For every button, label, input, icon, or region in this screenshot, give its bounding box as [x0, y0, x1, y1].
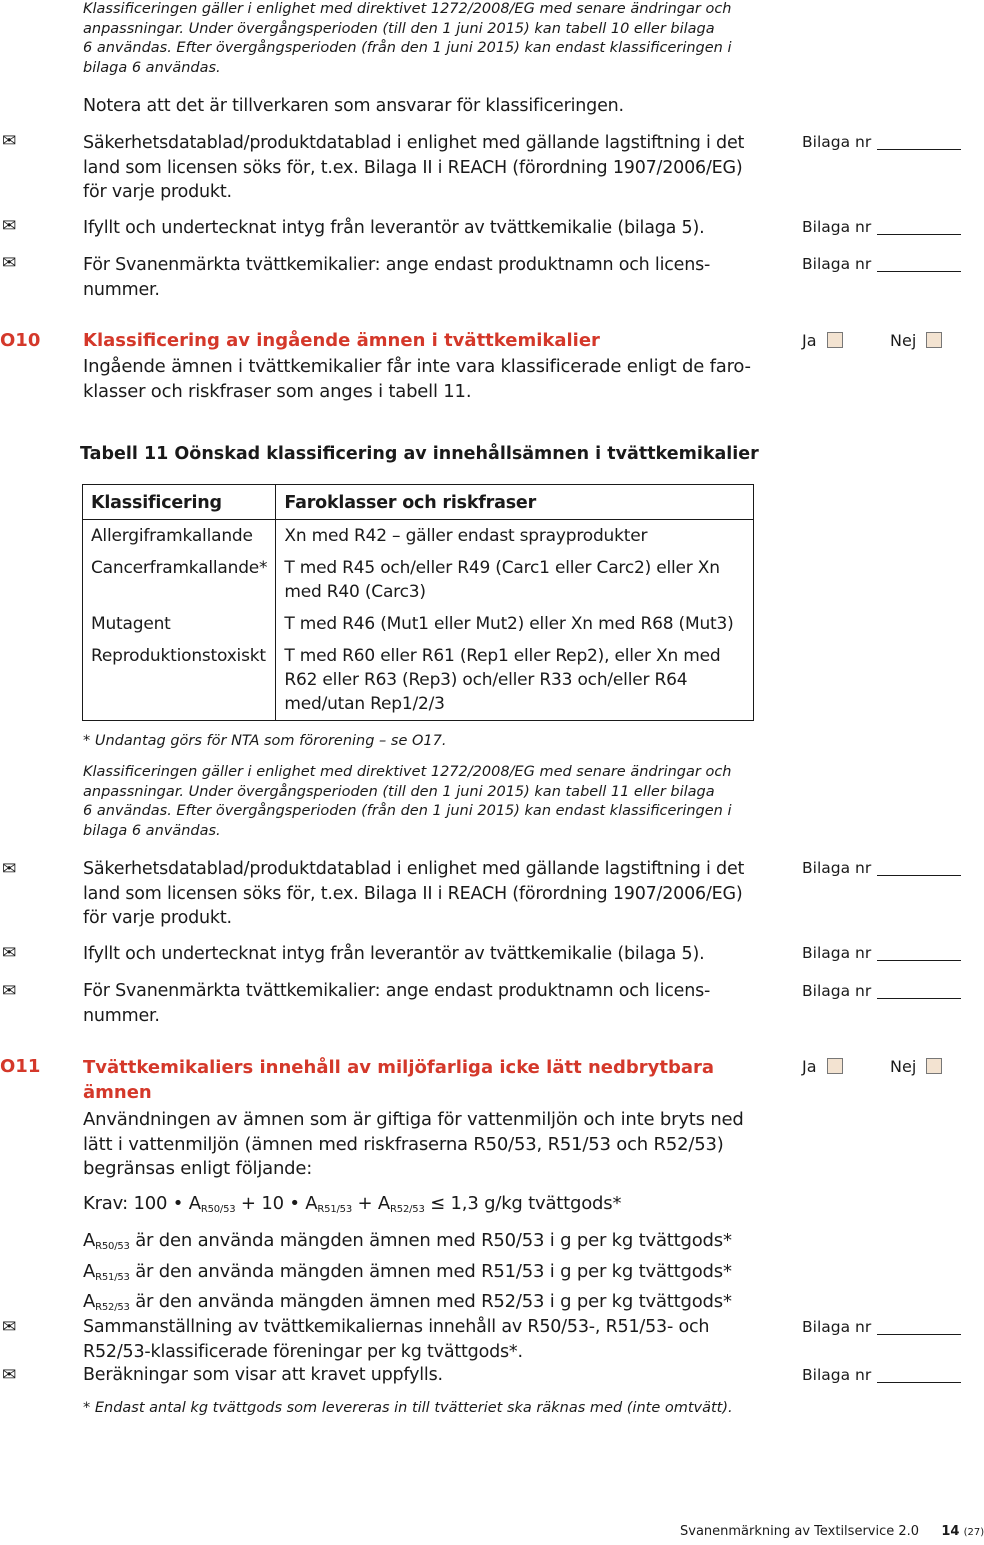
bilaga-input-line[interactable] [877, 1382, 961, 1383]
requirement-formula: Krav: 100 • $A_{R50/53} + 10$ • $A_{R51/53} + A_{R52/53} \le 1,3$ g/kg tvättgods* [83, 1193, 622, 1215]
page-total: (27) [963, 1527, 984, 1538]
table-cell: Mutagent [83, 608, 276, 640]
bilaga-input-line[interactable] [877, 998, 961, 999]
envelope-icon: ✉ [2, 859, 17, 879]
ja-checkbox[interactable] [827, 332, 843, 348]
bilaga-input-line[interactable] [877, 271, 961, 272]
nej-checkbox[interactable] [926, 332, 942, 348]
bilaga-field[interactable]: Bilaga nr [802, 859, 961, 877]
bilaga-input-line[interactable] [877, 1334, 961, 1335]
document-item: Säkerhetsdatablad/produktdatablad i enlighet med gällande lagstiftning i det land som licensen söks för, t.ex. Bilaga II i REACH (förordning 1907/2006/EG) för varje produkt. [83, 859, 745, 928]
bilaga-field[interactable]: Bilaga nr [802, 944, 961, 962]
note-line: Klassificeringen gäller i enlighet med direktivet 1272/2008/EG med senare ändringar och [83, 1, 732, 17]
requirement-title: Tvättkemikaliers innehåll av miljöfarliga icke lätt nedbrytbara ämnen [83, 1057, 715, 1103]
note-line: anpassningar. Under övergångsperioden (till den 1 juni 2015) kan tabell 10 eller bilaga [83, 20, 715, 37]
table-footnote: * Undantag görs för NTA som förorening – se O17. [83, 733, 447, 749]
classification-note-top [83, 0, 763, 78]
table-cell: Xn med R42 – gäller endast sprayprodukter [276, 520, 754, 553]
bilaga-field[interactable]: Bilaga nr [802, 982, 961, 1000]
definition-line: $A_{R51/53}$ är den använda mängden ämnen med R51/53 i g per kg tvättgods* [83, 1260, 732, 1283]
table-header-cell: Faroklasser och riskfraser [276, 485, 754, 520]
definition-line: $A_{R52/53}$ är den använda mängden ämnen med R52/53 i g per kg tvättgods* [83, 1291, 732, 1313]
note-line: bilaga 6 användas. [83, 59, 221, 76]
table-cell: T med R45 och/eller R49 (Carc1 eller Carc2) eller Xn med R40 (Carc3) [276, 552, 754, 608]
definition-line: $A_{R50/53}$ är den använda mängden ämnen med R50/53 i g per kg tvättgods* [83, 1230, 732, 1252]
document-item: För Svanenmärkta tvättkemikalier: ange endast produktnamn och licens- nummer. [83, 981, 711, 1026]
table-cell: Reproduktionstoxiskt [83, 640, 276, 721]
table-row [83, 608, 754, 640]
envelope-icon: ✉ [2, 1317, 17, 1337]
envelope-icon: ✉ [2, 131, 17, 151]
envelope-icon: ✉ [2, 943, 17, 963]
nej-checkbox-group[interactable]: Nej [890, 331, 942, 350]
ja-checkbox-group[interactable]: Ja [802, 1057, 843, 1076]
document-item: Ifyllt och undertecknat intyg från leverantör av tvättkemikalie (bilaga 5). [83, 944, 705, 964]
table-header-row [83, 485, 754, 520]
bilaga-field[interactable]: Bilaga nr [802, 1366, 961, 1384]
document-item: Säkerhetsdatablad/produktdatablad i enlighet med gällande lagstiftning i det land som licensen söks för, t.ex. Bilaga II i REACH (förordning 1907/2006/EG) för varje produkt. [83, 133, 745, 202]
table-row [83, 520, 754, 553]
requirement-title: Klassificering av ingående ämnen i tvättkemikalier [83, 330, 600, 351]
nej-checkbox[interactable] [926, 1058, 942, 1074]
table-row [83, 640, 754, 721]
table-cell: Allergiframkallande [83, 520, 276, 553]
document-item: Beräkningar som visar att kravet uppfylls. [83, 1365, 443, 1385]
o11-footnote: * Endast antal kg tvättgods som levereras in till tvätteriet ska räknas med (inte omtvätt). [83, 1400, 733, 1416]
bilaga-field[interactable]: Bilaga nr [802, 218, 961, 236]
page-footer [680, 1524, 984, 1539]
ja-checkbox[interactable] [827, 1058, 843, 1074]
note-line: 6 användas. Efter övergångsperioden (från den 1 juni 2015) kan endast klassificeringen i [83, 40, 732, 56]
document-item: För Svanenmärkta tvättkemikalier: ange endast produktnamn och licens- nummer. [83, 255, 711, 300]
requirement-text: Användningen av ämnen som är giftiga för vattenmiljön och inte bryts ned lätt i vattenmiljön (ämnen med riskfraserna R50/53, R51/53 och R52/53) begränsas enligt följande: [83, 1109, 744, 1179]
page-number: 14 [941, 1524, 960, 1539]
table-header-cell: Klassificering [83, 485, 276, 520]
bilaga-field[interactable]: Bilaga nr [802, 1318, 961, 1336]
requirement-id: O11 [0, 1056, 41, 1077]
envelope-icon: ✉ [2, 981, 17, 1001]
envelope-icon: ✉ [2, 1365, 17, 1385]
bilaga-input-line[interactable] [877, 875, 961, 876]
document-item: Ifyllt och undertecknat intyg från leverantör av tvättkemikalie (bilaga 5). [83, 218, 705, 238]
nej-checkbox-group[interactable]: Nej [890, 1057, 942, 1076]
classification-table [82, 484, 754, 721]
bilaga-field[interactable]: Bilaga nr [802, 133, 961, 151]
classification-note-middle: Klassificeringen gäller i enlighet med direktivet 1272/2008/EG med senare ändringar och anpassningar. Under övergångsperioden (till den 1 juni 2015) kan tabell 11 eller bilaga 6 användas. Efter övergångsperioden (från den 1 juni 2015) kan endast klassificeringen i bilaga 6 användas. [83, 764, 732, 839]
document-item: Sammanställning av tvättkemikaliernas innehåll av R50/53-, R51/53- och R52/53-klassificerade föreningar per kg tvättgods*. [83, 1317, 710, 1362]
bilaga-input-line[interactable] [877, 960, 961, 961]
bilaga-field[interactable]: Bilaga nr [802, 255, 961, 273]
table-cell: Cancerframkallande* [83, 552, 276, 608]
manufacturer-note: Notera att det är tillverkaren som ansvarar för klassificeringen. [83, 96, 624, 116]
table-row [83, 552, 754, 608]
ja-checkbox-group[interactable]: Ja [802, 331, 843, 350]
table-cell: T med R46 (Mut1 eller Mut2) eller Xn med R68 (Mut3) [276, 608, 754, 640]
table-caption: Tabell 11 Oönskad klassificering av innehållsämnen i tvättkemikalier [80, 444, 759, 464]
formula-definitions [83, 1229, 732, 1321]
document-title: Svanenmärkning av Textilservice 2.0 [680, 1524, 920, 1539]
bilaga-input-line[interactable] [877, 149, 961, 150]
envelope-icon: ✉ [2, 253, 17, 273]
bilaga-input-line[interactable] [877, 234, 961, 235]
table-cell: T med R60 eller R61 (Rep1 eller Rep2), eller Xn med R62 eller R63 (Rep3) och/eller R33 och/eller R64 med/utan Rep1/2/3 [276, 640, 754, 721]
envelope-icon: ✉ [2, 216, 17, 236]
requirement-id: O10 [0, 330, 41, 351]
requirement-text: Ingående ämnen i tvättkemikalier får inte vara klassificerade enligt de faro- klasser och riskfraser som anges i tabell 11. [83, 356, 751, 402]
